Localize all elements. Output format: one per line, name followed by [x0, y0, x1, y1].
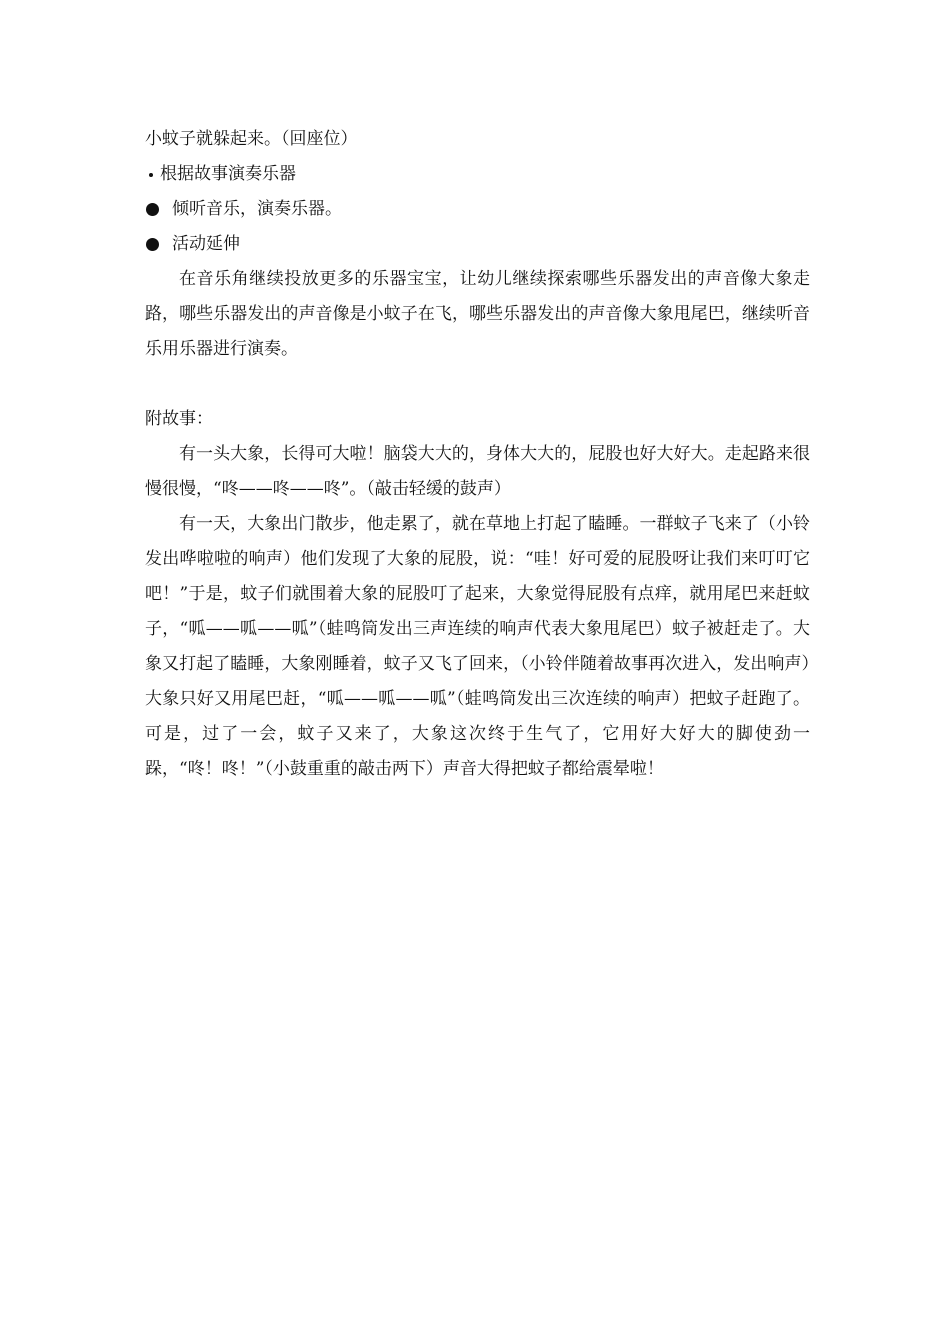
- bullet-item-listen-label: 倾听音乐，演奏乐器。: [172, 199, 342, 219]
- appendix-title: 附故事：: [145, 409, 213, 429]
- bullet-item-extension-label: 活动延伸: [172, 234, 240, 254]
- paragraph-extension: 在音乐角继续投放更多的乐器宝宝，让幼儿继续探索哪些乐器发出的声音像大象走路，哪些乐器发出的声音像是小蚊子在飞，哪些乐器发出的声音像大象甩尾巴，继续听音乐用乐器进行演奏。: [145, 269, 810, 359]
- text-line-play-instruments: [145, 157, 810, 192]
- bullet-dot-icon: [146, 238, 159, 251]
- bullet-item-extension: [145, 227, 810, 262]
- small-bullet-icon: [149, 173, 153, 177]
- play-instruments-label: 根据故事演奏乐器: [160, 164, 296, 184]
- blank-line: [145, 367, 810, 402]
- story-paragraph-1: 有一头大象，长得可大啦！脑袋大大的，身体大大的，屁股也好大好大。走起路来很慢很慢，“咚——咚——咚”。（敲击轻缓的鼓声）: [145, 444, 810, 499]
- text-line-return-to-seat: 小蚊子就躲起来。（回座位）: [145, 129, 358, 149]
- bullet-dot-icon: [146, 203, 159, 216]
- document-page: [145, 122, 810, 787]
- story-paragraph-2: 有一天，大象出门散步，他走累了，就在草地上打起了瞌睡。一群蚊子飞来了（小铃发出哗啦啦的响声）他们发现了大象的屁股，说：“哇！好可爱的屁股呀让我们来叮叮它吧！”于是，蚊子们就围着大象的屁股叮了起来，大象觉得屁股有点痒，就用尾巴来赶蚊子，“呱——呱——呱”（蛙鸣筒发出三声连续的响声代表大象甩尾巴）蚊子被赶走了。大象又打起了瞌睡，大象刚睡着，蚊子又飞了回来，（小铃伴随着故事再次进入，发出响声）大象只好又用尾巴赶，“呱——呱——呱”（蛙鸣筒发出三次连续的响声）把蚊子赶跑了。可是，过了一会，蚊子又来了，大象这次终于生气了，它用好大好大的脚使劲一跺，“咚！咚！”（小鼓重重的敲击两下）声音大得把蚊子都给震晕啦！: [145, 514, 810, 779]
- bullet-item-listen: [145, 192, 810, 227]
